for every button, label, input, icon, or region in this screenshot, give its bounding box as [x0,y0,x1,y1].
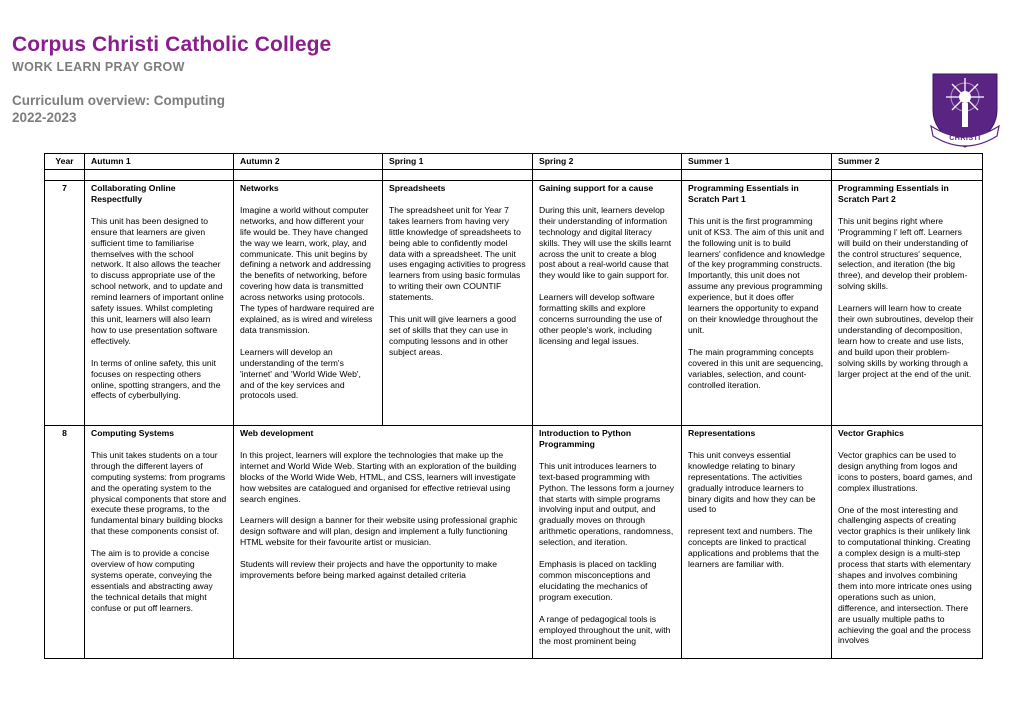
unit-description: represent text and numbers. The concepts are linked to practical applications and problems that the learners are familiar with. [688,526,819,570]
unit-cell [832,426,983,659]
unit-description: One of the most interesting and challenging aspects of creating vector graphics is their unlikely link to computational thinking. Creating a complex design is a multi-step process that starts with elementary shapes and involves combining them into more intricate ones using operations such as union, difference, and intersection. There are usually multiple paths to achieving the goal and the process involves [838,504,972,646]
unit-description: Students will review their projects and have the opportunity to make improvements before being marked against detailed criteria [240,559,497,581]
column-header-spring-2: Spring 2 [533,154,682,170]
year-cell: 7 [45,181,85,426]
unit-description: During this unit, learners develop their understanding of information technology and digital literacy skills. They will use the skills learnt across the unit to create a blog post about a real-world cause that they would like to gain support for. [539,204,672,281]
unit-title: Introduction to Python Programming [539,428,632,449]
unit-description: Learners will develop an understanding of the term's 'internet' and 'World Wide Web', and of the key services and protocols used. [240,346,361,401]
school-motto: WORK LEARN PRAY GROW [12,60,185,74]
table-row-year-8 [45,426,983,659]
unit-title: Programming Essentials in Scratch Part 2 [838,183,949,204]
unit-cell [682,426,832,659]
unit-description: Learners will design a banner for their website using professional graphic design software and will plan, design and implement a fully functioning HTML website for their favourite artist or musician. [240,515,518,548]
unit-cell [533,181,682,426]
unit-title: Vector Graphics [838,428,904,438]
unit-description: The aim is to provide a concise overview of how computing systems operate, conveying the essentials and abstracting away the technical details that might confuse or put off learners. [91,548,213,613]
table-header-row [45,154,983,170]
unit-title: Web development [240,428,314,438]
unit-cell [682,181,832,426]
column-header-summer-2: Summer 2 [832,154,983,170]
document-years: 2022-2023 [12,110,77,125]
unit-description: This unit will give learners a good set of skills that they can use in computing lessons and in other subject areas. [389,314,517,357]
unit-description: Imagine a world without computer networks, and how different your life would be. They have changed the way we learn, work, play, and communicate. This unit begins by defining a network and addressing the benefits of networking, before covering how data is transmitted across networks using protocols. The types of hardware required are explained, as is wired and wireless data transmission. [240,204,375,335]
unit-title: Representations [688,428,756,438]
school-name: Corpus Christi Catholic College [12,33,332,56]
unit-cell [85,181,234,426]
unit-cell-merged [234,426,533,659]
document-title: Curriculum overview: Computing [12,93,226,108]
unit-description: This unit has been designed to ensure that learners are given sufficient time to familiarise themselves with the school network. It also allows the teacher to discuss appropriate use of the school network, and to update and remind learners of important online safety issues. Whilst completing this unit, learners will also learn how to use presentation software effectively. [91,215,224,346]
unit-description: In terms of online safety, this unit focuses on respecting others online, spotting strangers, and the effects of cyberbullying. [91,357,221,401]
unit-cell [234,181,383,426]
column-header-summer-1: Summer 1 [682,154,832,170]
unit-description: Vector graphics can be used to design anything from logos and icons to posters, board games, and complex illustrations. [838,449,973,493]
unit-description: In this project, learners will explore the technologies that make up the internet and World Wide Web. Starting with an exploration of the building blocks of the World Wide Web, HTML, and CSS, learners will investigate how websites are catalogued and organised for effective retrieval using search engines. [240,449,517,504]
unit-description: The spreadsheet unit for Year 7 takes learners from having very little knowledge of spreadsheets to being able to confidently model data with a spreadsheet. The unit uses engaging activities to progress learners from using basic formulas to writing their own COUNTIF statements. [389,204,526,303]
crest-text: CORPUS CHRISTI [948,128,982,142]
curriculum-table [44,153,983,659]
unit-description: This unit conveys essential knowledge relating to binary representations. The activities gradually introduce learners to binary digits and how they can be used to [688,449,816,515]
unit-cell [533,426,682,659]
unit-description: This unit is the first programming unit of KS3. The aim of this unit and the following unit is to build learners' confidence and knowledge of the key programming constructs. Importantly, this unit does not assume any previous programming experience, but it does offer learners the opportunity to expand on their knowledge throughout the unit. [688,215,825,335]
unit-cell [383,181,533,426]
unit-title: Programming Essentials in Scratch Part 1 [688,183,799,204]
column-header-year: Year [45,154,85,170]
unit-cell [832,181,983,426]
unit-title: Networks [240,183,279,193]
unit-title: Spreadsheets [389,183,446,193]
column-header-spring-1: Spring 1 [383,154,533,170]
unit-description: The main programming concepts covered in this unit are sequencing, variables, selection, and count-controlled iteration. [688,346,824,390]
unit-description: Learners will develop software formatting skills and explore concerns surrounding the use of other people's work, including licensing and legal issues. [539,292,662,346]
year-cell: 8 [45,426,85,659]
unit-description: This unit takes students on a tour through the different layers of computing systems: from programs and the operating system to the physical components that store and execute these programs, to the fundamental binary building blocks that these components consist of. [91,449,227,537]
unit-description: This unit introduces learners to text-based programming with Python. The lessons form a journey that starts with simple programs involving input and output, and gradually moves on through arithmetic operations, randomness, selection, and iteration. [539,460,675,548]
column-header-autumn-2: Autumn 2 [234,154,383,170]
unit-description: Emphasis is placed on tackling common misconceptions and elucidating the mechanics of program execution. [539,559,657,602]
unit-description: A range of pedagogical tools is employed throughout the unit, with the most prominent being [539,613,671,646]
unit-description: This unit begins right where 'Programming I' left off. Learners will build on their understanding of the control structures' sequence, selection, and iteration (the big three), and develop their problem-solving skills. [838,215,968,292]
unit-title: Gaining support for a cause [539,183,654,193]
unit-title: Collaborating Online Respectfully [91,183,176,204]
column-header-autumn-1: Autumn 1 [85,154,234,170]
unit-cell [85,426,234,659]
table-row-year-7 [45,181,983,426]
unit-title: Computing Systems [91,428,175,438]
unit-description: Learners will learn how to create their own subroutines, develop their understanding of decomposition, learn how to create and use lists, and build upon their problem-solving skills by working through a larger project at the end of the unit. [838,303,974,379]
spacer-row [45,170,983,181]
